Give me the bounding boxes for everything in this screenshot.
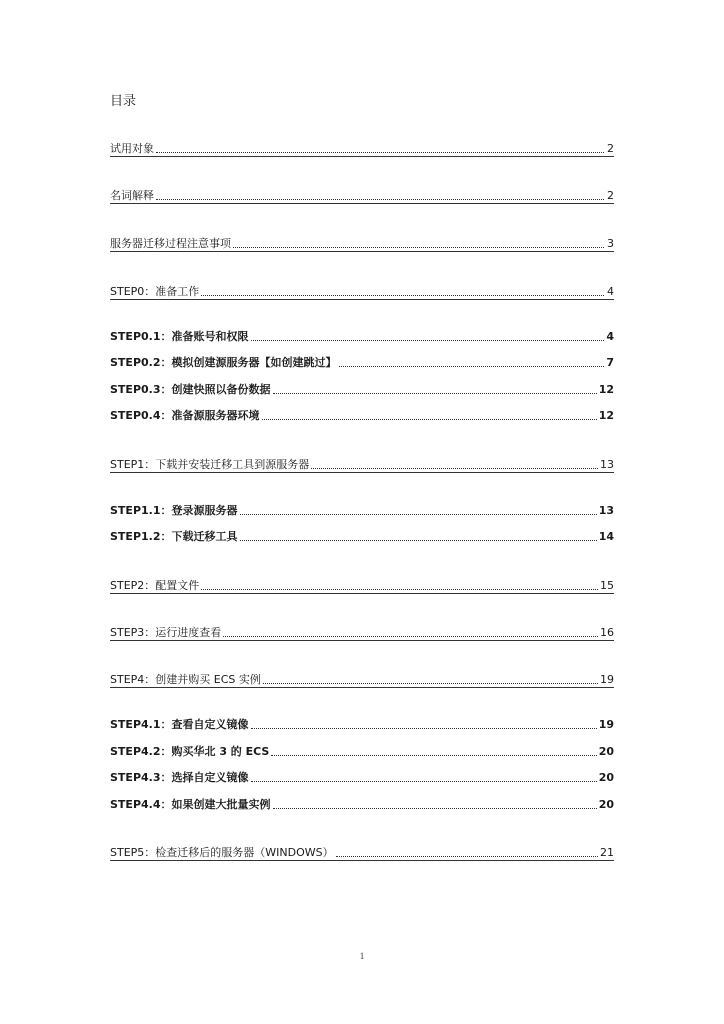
toc-entry-page: 13 bbox=[598, 504, 614, 517]
toc-entry-text: STEP0.3：创建快照以备份数据 bbox=[110, 383, 271, 396]
toc-entry-page: 2 bbox=[607, 142, 614, 155]
toc-dot-leader bbox=[240, 539, 597, 541]
toc-entry-page: 2 bbox=[607, 189, 614, 202]
toc-title: 目录 bbox=[110, 94, 137, 109]
toc-entry-text: STEP0：准备工作 bbox=[110, 285, 200, 298]
toc-entry-text: 试用对象 bbox=[110, 142, 154, 155]
toc-entry-step1-2[interactable] bbox=[110, 528, 614, 544]
table-of-contents bbox=[110, 0, 614, 1024]
toc-entry-text: 名词解释 bbox=[110, 189, 154, 202]
toc-entry-step4-1[interactable] bbox=[110, 716, 614, 732]
toc-entry-page: 19 bbox=[598, 718, 614, 731]
toc-entry-text: STEP5：检查迁移后的服务器（WINDOWS） bbox=[110, 846, 334, 859]
toc-entry-page: 15 bbox=[600, 579, 614, 592]
toc-entry-step4[interactable] bbox=[110, 670, 614, 688]
toc-entry-trial-users[interactable] bbox=[110, 139, 614, 157]
toc-dot-leader bbox=[223, 635, 598, 637]
toc-entry-text: STEP0.2：模拟创建源服务器【如创建跳过】 bbox=[110, 356, 337, 369]
toc-entry-step5[interactable] bbox=[110, 843, 614, 861]
toc-dot-leader bbox=[156, 198, 604, 200]
toc-entry-text: STEP4：创建并购买 ECS 实例 bbox=[110, 673, 261, 686]
toc-entry-page: 14 bbox=[598, 530, 614, 543]
toc-dot-leader bbox=[262, 418, 597, 420]
toc-entry-step3[interactable] bbox=[110, 623, 614, 641]
toc-entry-text: STEP4.3：选择自定义镜像 bbox=[110, 771, 249, 784]
toc-entry-page: 16 bbox=[600, 626, 614, 639]
toc-dot-leader bbox=[201, 588, 598, 590]
toc-dot-leader bbox=[156, 151, 604, 153]
toc-entry-text: STEP0.1：准备账号和权限 bbox=[110, 330, 249, 343]
toc-entry-text: STEP2：配置文件 bbox=[110, 579, 200, 592]
toc-dot-leader bbox=[271, 754, 596, 756]
toc-entry-step0-3[interactable] bbox=[110, 381, 614, 397]
toc-entry-page: 12 bbox=[598, 383, 614, 396]
toc-dot-leader bbox=[273, 392, 597, 394]
toc-entry-page: 19 bbox=[600, 673, 614, 686]
toc-entry-text: STEP1.1：登录源服务器 bbox=[110, 504, 238, 517]
toc-entry-page: 7 bbox=[606, 356, 614, 369]
toc-entry-page: 4 bbox=[606, 330, 614, 343]
toc-dot-leader bbox=[240, 513, 597, 515]
toc-entry-migration-notes[interactable] bbox=[110, 234, 614, 252]
toc-entry-text: STEP3：运行进度查看 bbox=[110, 626, 222, 639]
toc-entry-text: STEP4.2：购买华北 3 的 ECS bbox=[110, 745, 270, 758]
toc-dot-leader bbox=[201, 294, 604, 296]
toc-entry-text: STEP1.2：下载迁移工具 bbox=[110, 530, 238, 543]
toc-entry-step4-2[interactable] bbox=[110, 743, 614, 759]
toc-entry-page: 4 bbox=[607, 285, 614, 298]
toc-entry-step0[interactable] bbox=[110, 282, 614, 300]
toc-entry-glossary[interactable] bbox=[110, 186, 614, 204]
toc-entry-text: STEP1：下载并安装迁移工具到源服务器 bbox=[110, 458, 310, 471]
toc-dot-leader bbox=[336, 855, 598, 857]
toc-dot-leader bbox=[251, 727, 597, 729]
toc-entry-text: STEP4.1：查看自定义镜像 bbox=[110, 718, 249, 731]
toc-entry-text: STEP4.4：如果创建大批量实例 bbox=[110, 798, 271, 811]
toc-entry-step2[interactable] bbox=[110, 576, 614, 594]
toc-entry-page: 20 bbox=[598, 798, 614, 811]
toc-dot-leader bbox=[251, 339, 605, 341]
toc-dot-leader bbox=[311, 467, 598, 469]
toc-entry-page: 20 bbox=[598, 745, 614, 758]
toc-entry-step0-4[interactable] bbox=[110, 407, 614, 423]
toc-entry-step1[interactable] bbox=[110, 455, 614, 473]
toc-entry-page: 21 bbox=[600, 846, 614, 859]
toc-entry-page: 20 bbox=[598, 771, 614, 784]
toc-dot-leader bbox=[251, 780, 597, 782]
toc-entry-page: 3 bbox=[607, 237, 614, 250]
toc-dot-leader bbox=[263, 682, 598, 684]
toc-entry-step4-3[interactable] bbox=[110, 769, 614, 785]
toc-dot-leader bbox=[233, 246, 604, 248]
toc-entry-page: 13 bbox=[600, 458, 614, 471]
toc-dot-leader bbox=[339, 365, 605, 367]
toc-dot-leader bbox=[273, 807, 597, 809]
page-number: 1 bbox=[359, 951, 365, 961]
toc-entry-step0-2[interactable] bbox=[110, 354, 614, 370]
toc-entry-step0-1[interactable] bbox=[110, 328, 614, 344]
toc-entry-text: STEP0.4：准备源服务器环境 bbox=[110, 409, 260, 422]
toc-entry-page: 12 bbox=[598, 409, 614, 422]
toc-entry-text: 服务器迁移过程注意事项 bbox=[110, 237, 231, 250]
toc-entry-step4-4[interactable] bbox=[110, 796, 614, 812]
toc-entry-step1-1[interactable] bbox=[110, 502, 614, 518]
